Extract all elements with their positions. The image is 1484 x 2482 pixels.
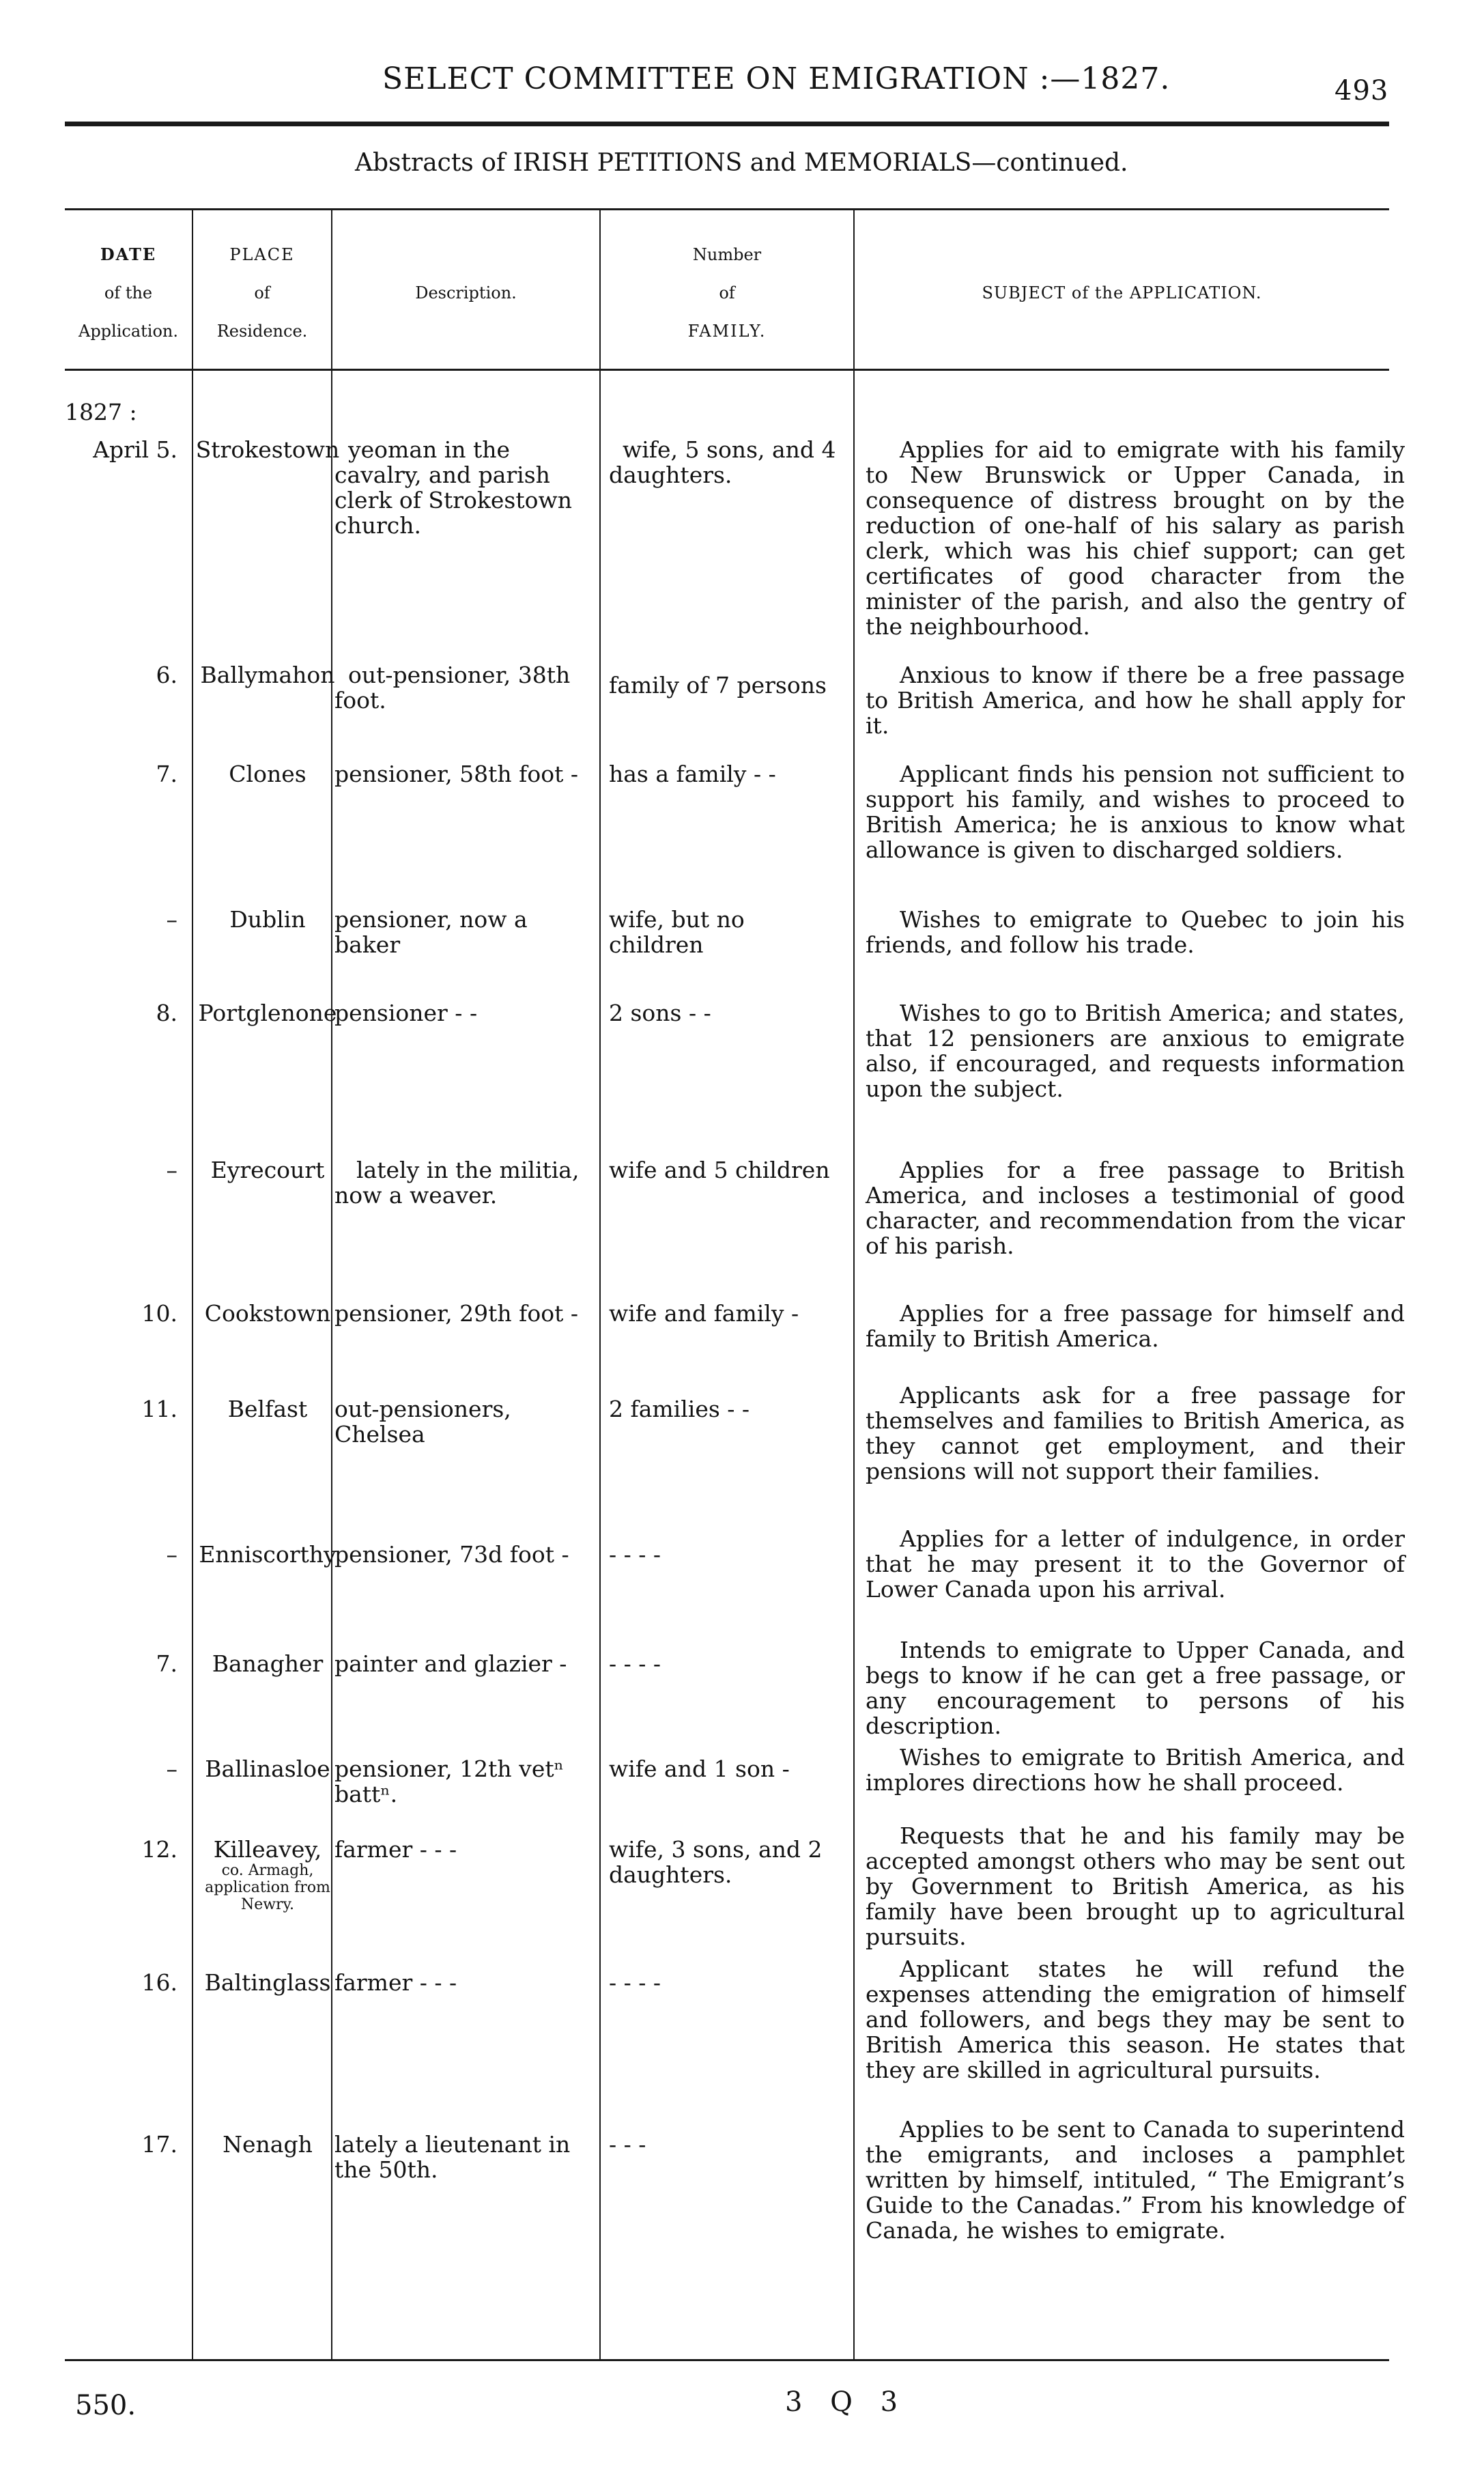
row-subject: Intends to emigrate to Upper Canada, and begs to know if he can get a free passage, or any encouragement to persons of his description. — [866, 1637, 1405, 1739]
row-date: 6. — [156, 662, 177, 688]
row-date: April 5. — [93, 436, 177, 463]
row-date: 16. — [141, 1969, 177, 1996]
row-place: Strokestown — [195, 436, 340, 463]
column-divider — [331, 208, 332, 2359]
row-date: – — [166, 1755, 177, 1782]
table-top-rule — [65, 208, 1389, 210]
row-description: out-pensioners, Chelsea — [334, 1396, 511, 1448]
row-description: farmer - - - — [334, 1836, 457, 1863]
column-divider — [853, 208, 855, 2359]
row-subject: Applicant finds his pension not sufficient to support his family, and wishes to proceed to British America; he is anxious to know what allowance is given to discharged soldiers. — [866, 761, 1405, 863]
row-place — [192, 1837, 343, 1913]
column-header-subject: SUBJECT of the APPLICATION. — [982, 283, 1262, 302]
table-bottom-rule — [65, 2359, 1389, 2361]
row-description: pensioner, now a baker — [334, 906, 528, 958]
row-family: wife and 5 children — [609, 1157, 830, 1183]
row-description: pensioner, 73d foot - — [334, 1541, 569, 1568]
row-place: Portglenone — [198, 1000, 337, 1026]
row-description: lately in the militia, now a weaver. — [334, 1157, 580, 1209]
footer-page-ref: 550. — [75, 2390, 137, 2421]
row-family: - - - - — [609, 1969, 661, 1996]
row-subject: Requests that he and his family may be accepted amongst others who may be sent out by Government to British America, as his family have been brought up to agricultural pursuits. — [866, 1822, 1405, 1950]
row-date: 7. — [156, 1650, 177, 1677]
column-header-place: PLACE of Residence. — [216, 245, 308, 341]
row-subject: Applies for a free passage for himself and family to British America. — [866, 1300, 1405, 1352]
row-family: wife, but no children — [609, 906, 745, 958]
row-date: 12. — [141, 1836, 177, 1863]
table-subtitle: Abstracts of IRISH PETITIONS and MEMORIALS—continued. — [355, 149, 1128, 177]
row-place-name: Killeavey, — [213, 1836, 322, 1863]
row-family: - - - — [609, 2131, 646, 2158]
row-date: – — [166, 1541, 177, 1568]
row-subject: Wishes to emigrate to Quebec to join his friends, and follow his trade. — [866, 906, 1405, 958]
row-subject: Applies for aid to emigrate with his family to New Brunswick or Upper Canada, in consequence of distress brought on by the reduction of one-half of his salary as parish clerk, which was his chief support; can get certificates of good character from the minister of the parish, and also the gentry of the neighbourhood. — [866, 436, 1405, 640]
row-family: 2 families - - — [609, 1396, 750, 1422]
row-description: lately a lieutenant in the 50th. — [334, 2131, 571, 2183]
row-subject: Applies for a free passage to British America, and incloses a testimonial of good character, and recommendation from the vicar of his parish. — [866, 1157, 1405, 1259]
row-family: - - - - — [609, 1650, 661, 1677]
row-description: pensioner, 29th foot - — [334, 1300, 579, 1327]
row-date: 10. — [141, 1300, 177, 1327]
row-date: – — [166, 906, 177, 933]
row-family: wife and family - — [609, 1300, 799, 1327]
row-subject: Applicants ask for a free passage for themselves and families to British America, as they cannot get employment, and their pensions will not support their families. — [866, 1382, 1405, 1484]
row-subject: Applies for a letter of indulgence, in order that he may present it to the Governor of Lower Canada upon his arrival. — [866, 1525, 1405, 1603]
row-description: painter and glazier - — [334, 1650, 567, 1677]
row-family: has a family - - — [609, 761, 776, 787]
row-place-note: co. Armagh, application from Newry. — [205, 1862, 330, 1913]
row-description: pensioner, 12th vetⁿ battⁿ. — [334, 1755, 564, 1807]
row-family: - - - - — [609, 1541, 661, 1568]
row-family: wife, 5 sons, and 4 daughters. — [609, 436, 836, 488]
page-number: 493 — [1335, 75, 1389, 107]
row-subject: Applicant states he will refund the expenses attending the emigration of himself and followers, and begs they may be sent to British America this season. He states that they are skilled in agricultural pursuits. — [866, 1956, 1405, 2083]
row-family: wife, 3 sons, and 2 daughters. — [609, 1836, 823, 1888]
row-description: pensioner - - — [334, 1000, 478, 1026]
row-family: wife and 1 son - — [609, 1755, 790, 1782]
row-date: – — [166, 1157, 177, 1183]
row-place: Enniscorthy — [199, 1541, 337, 1568]
row-place: Baltinglass — [204, 1969, 331, 1996]
row-place: Ballymahon — [200, 662, 335, 688]
row-date: 11. — [141, 1396, 177, 1422]
row-description: pensioner, 58th foot - — [334, 761, 579, 787]
column-header-family: Number of FAMILY. — [687, 245, 767, 341]
row-place: Dublin — [229, 906, 306, 933]
row-date: 17. — [141, 2131, 177, 2158]
row-place: Ballinasloe — [205, 1755, 330, 1782]
row-subject: Applies to be sent to Canada to superintend the emigrants, and incloses a pamphlet written by himself, intituled, “ The Emigrant’s Guide to the Canadas.” From his knowledge of Canada, he wishes to emigrate. — [866, 2116, 1405, 2244]
header-rule — [65, 122, 1389, 126]
column-header-description: Description. — [415, 283, 517, 302]
row-place: Eyrecourt — [210, 1157, 325, 1183]
row-description: yeoman in the cavalry, and parish clerk of Strokestown church. — [334, 436, 572, 539]
column-divider — [192, 208, 193, 2359]
row-family: 2 sons - - — [609, 1000, 711, 1026]
row-subject: Wishes to emigrate to British America, and implores directions how he shall proceed. — [866, 1744, 1405, 1796]
row-place: Banagher — [212, 1650, 324, 1677]
row-description: farmer - - - — [334, 1969, 457, 1996]
footer-signature-mark: 3 Q 3 — [785, 2386, 908, 2418]
column-header-date: DATE of the Application. — [78, 244, 178, 341]
row-place: Nenagh — [223, 2131, 313, 2158]
row-subject: Wishes to go to British America; and states, that 12 pensioners are anxious to emigrate also, if encouraged, and requests information upon the subject. — [866, 1000, 1405, 1102]
row-place: Cookstown — [204, 1300, 331, 1327]
row-subject: Anxious to know if there be a free passage to British America, and how he shall apply for it. — [866, 662, 1405, 739]
row-place: Clones — [229, 761, 306, 787]
column-divider — [599, 208, 601, 2359]
year-label: 1827 : — [65, 399, 137, 425]
table-head-rule — [65, 369, 1389, 371]
row-description: out-pensioner, 38th foot. — [334, 662, 571, 714]
row-date: 8. — [156, 1000, 177, 1026]
row-date: 7. — [156, 761, 177, 787]
row-place: Belfast — [227, 1396, 308, 1422]
page-title: SELECT COMMITTEE ON EMIGRATION :—1827. — [382, 61, 1171, 96]
row-family: family of 7 persons — [609, 672, 827, 699]
